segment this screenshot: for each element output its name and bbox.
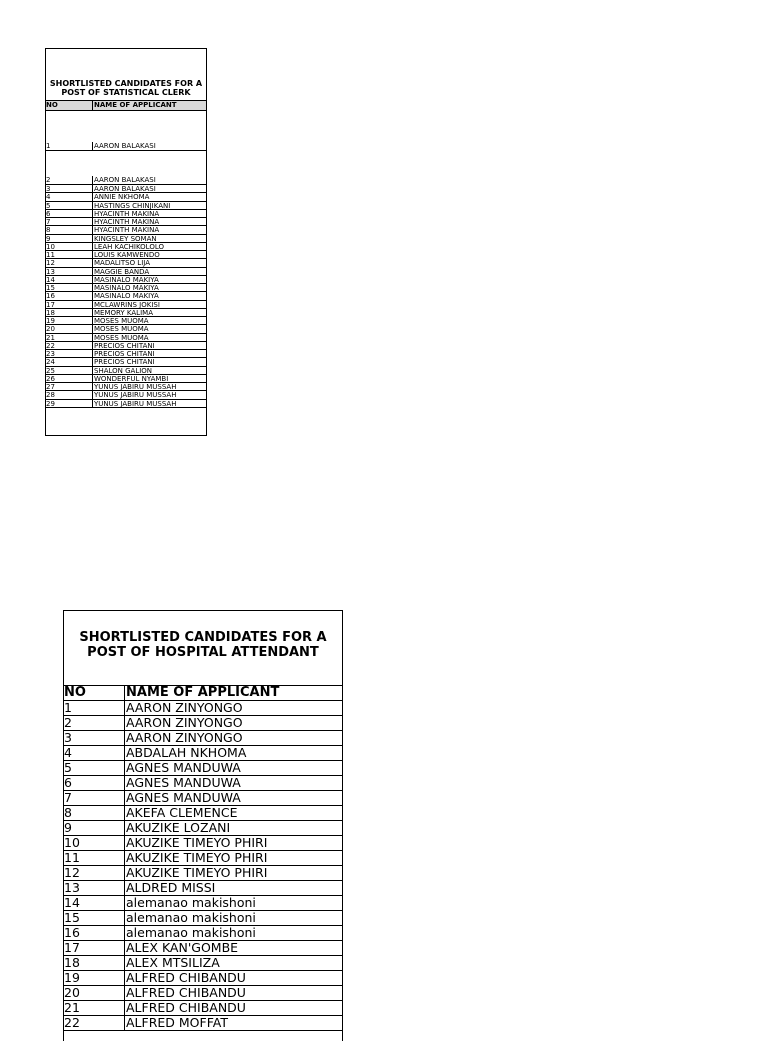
row-number: 1 [64, 701, 125, 715]
table-body [64, 701, 342, 1031]
row-number: 1 [46, 142, 93, 150]
row-number: 10 [64, 836, 125, 850]
table-row [46, 309, 206, 317]
applicant-name: WONDERFUL NYAMBI [94, 374, 169, 382]
applicant-name: MOSES MUOMA [94, 317, 149, 325]
applicant-name: YUNUS JABIRU MUSSAH [94, 383, 177, 391]
row-number: 26 [46, 375, 93, 382]
table-row [46, 383, 206, 391]
applicant-name: ANNIE NKHOMA [94, 193, 150, 201]
applicant-name: HASTINGS CHINJIKANI [94, 201, 171, 209]
applicant-name: PRECIOS CHITANI [94, 350, 155, 358]
applicant-name: ALFRED CHIBANDU [126, 986, 246, 1000]
hospital-attendant-table [63, 610, 343, 1041]
applicant-name: YUNUS JABIRU MUSSAH [94, 391, 177, 399]
applicant-name: LEAH KACHIKOLOLO [94, 242, 164, 250]
row-number: 21 [46, 334, 93, 341]
row-number: 13 [64, 881, 125, 895]
row-number: 8 [46, 226, 93, 233]
applicant-name: ALDRED MISSI [126, 881, 216, 895]
applicant-name: PRECIOS CHITANI [94, 358, 155, 366]
table-row [64, 746, 342, 761]
table-row [64, 881, 342, 896]
row-number: 3 [64, 731, 125, 745]
row-number: 16 [64, 926, 125, 940]
table-row [46, 218, 206, 226]
table-row [46, 202, 206, 210]
row-number: 15 [64, 911, 125, 925]
row-number: 22 [64, 1016, 125, 1030]
row-number: 15 [46, 284, 93, 291]
applicant-name: AGNES MANDUWA [126, 776, 241, 790]
applicant-name: ALFRED CHIBANDU [126, 1001, 246, 1015]
applicant-name: AKUZIKE TIMEYO PHIRI [126, 836, 268, 850]
applicant-name: MOSES MUOMA [94, 333, 149, 341]
applicant-name: AARON ZINYONGO [126, 716, 243, 730]
row-number: 27 [46, 383, 93, 390]
applicant-name: HYACINTH MAKINA [94, 218, 160, 226]
row-number: 17 [46, 301, 93, 308]
row-number: 24 [46, 358, 93, 365]
table-row [46, 400, 206, 408]
table-row [64, 791, 342, 806]
applicant-name: ABDALAH NKHOMA [126, 746, 247, 760]
table-row [46, 251, 206, 259]
table-row [64, 716, 342, 731]
applicant-name: MAGGIE BANDA [94, 267, 150, 275]
row-number: 2 [46, 176, 93, 184]
table-row [46, 185, 206, 193]
applicant-name: AARON BALAKASI [94, 142, 156, 150]
row-number: 7 [64, 791, 125, 805]
row-number: 6 [64, 776, 125, 790]
applicant-name: AKEFA CLEMENCE [126, 806, 238, 820]
applicant-name: AKUZIKE LOZANI [126, 821, 231, 835]
row-number: 20 [46, 325, 93, 332]
table-row [46, 235, 206, 243]
applicant-name: AGNES MANDUWA [126, 791, 241, 805]
applicant-name: MOSES MUOMA [94, 325, 149, 333]
table-header [64, 685, 342, 701]
table-row [64, 731, 342, 746]
row-number: 20 [64, 986, 125, 1000]
column-header-no: NO [64, 686, 125, 700]
table-row [64, 956, 342, 971]
applicant-name: AARON BALAKASI [94, 185, 156, 193]
table-row [46, 350, 206, 358]
table-row [64, 986, 342, 1001]
row-number: 19 [46, 317, 93, 324]
statistical-clerk-table [45, 48, 207, 436]
table-row [46, 284, 206, 292]
row-number: 25 [46, 367, 93, 374]
table-row [64, 761, 342, 776]
table-row [46, 342, 206, 350]
row-number: 18 [46, 309, 93, 316]
table-row [46, 226, 206, 234]
row-number: 19 [64, 971, 125, 985]
applicant-name: PRECIOS CHITANI [94, 341, 155, 349]
table-row [46, 243, 206, 251]
table-row [46, 317, 206, 325]
applicant-name: ALFRED MOFFAT [126, 1016, 228, 1030]
row-number: 7 [46, 218, 93, 225]
applicant-name: LOUIS KAMWENDO [94, 251, 160, 259]
row-number: 12 [46, 259, 93, 266]
table-row [46, 301, 206, 309]
row-number: 23 [46, 350, 93, 357]
table-title: SHORTLISTED CANDIDATES FOR A POST OF STATISTICAL CLERK [49, 79, 203, 98]
applicant-name: AKUZIKE TIMEYO PHIRI [126, 866, 268, 880]
row-number: 13 [46, 268, 93, 275]
table-header [46, 100, 206, 111]
table-row [64, 851, 342, 866]
table-row [46, 268, 206, 276]
row-number: 14 [46, 276, 93, 283]
row-number: 9 [46, 235, 93, 242]
row-number: 6 [46, 210, 93, 217]
column-header-no: NO [46, 101, 93, 110]
row-number: 9 [64, 821, 125, 835]
table-row [46, 259, 206, 267]
row-number: 12 [64, 866, 125, 880]
table-row [46, 367, 206, 375]
table-row [46, 391, 206, 399]
table-row [64, 776, 342, 791]
table-row [64, 941, 342, 956]
column-header-name: NAME OF APPLICANT [126, 686, 280, 700]
table-row [46, 334, 206, 342]
row-number: 4 [64, 746, 125, 760]
table-row [64, 911, 342, 926]
row-number: 29 [46, 400, 93, 407]
applicant-name: HYACINTH MAKINA [94, 226, 160, 234]
table-row [46, 358, 206, 366]
applicant-name: alemanao makishoni [126, 896, 256, 910]
column-header-name: NAME OF APPLICANT [94, 101, 177, 109]
applicant-name: ALEX MTSILIZA [126, 956, 220, 970]
row-number: 11 [64, 851, 125, 865]
table-row [64, 866, 342, 881]
applicant-name: AGNES MANDUWA [126, 761, 241, 775]
applicant-name: MASINALO MAKIYA [94, 284, 159, 292]
table-row [46, 292, 206, 300]
table-row [64, 701, 342, 716]
row-number: 4 [46, 193, 93, 200]
table-row [64, 836, 342, 851]
row-number: 18 [64, 956, 125, 970]
applicant-name: MASINALO MAKIYA [94, 275, 159, 283]
table-row [64, 821, 342, 836]
table-row [46, 375, 206, 383]
table-row [64, 896, 342, 911]
row-number: 11 [46, 251, 93, 258]
table-row [46, 151, 206, 185]
applicant-name: AKUZIKE TIMEYO PHIRI [126, 851, 268, 865]
table-title: SHORTLISTED CANDIDATES FOR A POST OF HOSPITAL ATTENDANT [79, 630, 327, 660]
row-number: 17 [64, 941, 125, 955]
applicant-name: MEMORY KALIMA [94, 308, 153, 316]
table-row [64, 1001, 342, 1016]
row-number: 8 [64, 806, 125, 820]
table-row [64, 971, 342, 986]
applicant-name: MASINALO MAKIYA [94, 292, 159, 300]
row-number: 14 [64, 896, 125, 910]
table-row [46, 210, 206, 218]
applicant-name: alemanao makishoni [126, 911, 256, 925]
applicant-name: AARON ZINYONGO [126, 731, 243, 745]
row-number: 21 [64, 1001, 125, 1015]
applicant-name: HYACINTH MAKINA [94, 209, 160, 217]
row-number: 22 [46, 342, 93, 349]
row-number: 16 [46, 292, 93, 299]
applicant-name: AARON BALAKASI [94, 176, 156, 184]
table-row [46, 193, 206, 201]
table-row [46, 325, 206, 333]
row-number: 5 [46, 202, 93, 209]
applicant-name: MADALITSO LIJA [94, 259, 150, 267]
table-row [64, 926, 342, 941]
applicant-name: ALEX KAN'GOMBE [126, 941, 239, 955]
table-row [64, 806, 342, 821]
row-number: 28 [46, 391, 93, 398]
row-number: 3 [46, 185, 93, 192]
applicant-name: SHALON GALION [94, 366, 153, 374]
applicant-name: AARON ZINYONGO [126, 701, 243, 715]
table-body [46, 111, 206, 408]
table-row [46, 111, 206, 151]
applicant-name: MCLAWRINS JOKISI [94, 300, 160, 308]
applicant-name: alemanao makishoni [126, 926, 256, 940]
row-number: 10 [46, 243, 93, 250]
applicant-name: ALFRED CHIBANDU [126, 971, 246, 985]
applicant-name: KINGSLEY SOMAN [94, 234, 157, 242]
row-number: 5 [64, 761, 125, 775]
table-row [46, 276, 206, 284]
row-number: 2 [64, 716, 125, 730]
applicant-name: YUNUS JABIRU MUSSAH [94, 399, 177, 407]
